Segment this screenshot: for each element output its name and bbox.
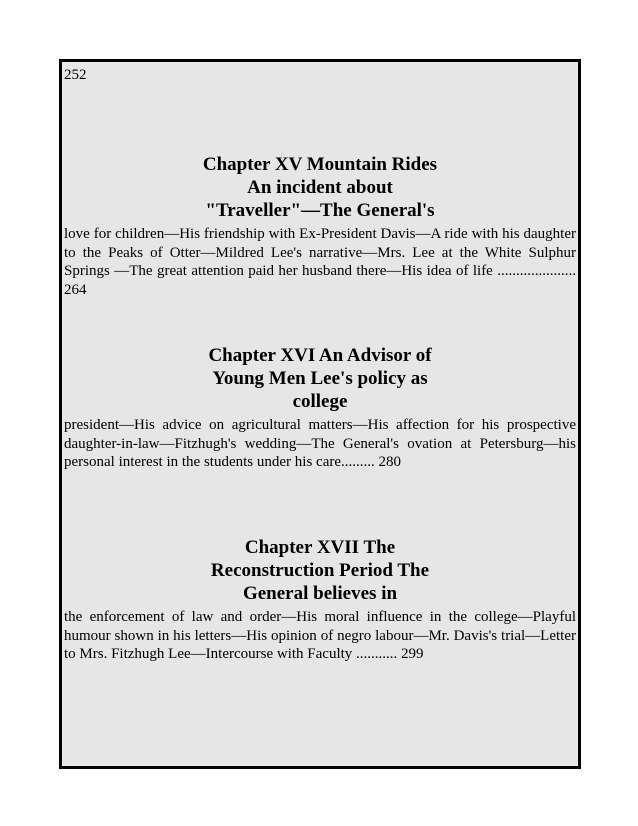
chapter-entry <box>62 153 578 299</box>
chapter-summary: love for children—His friendship with Ex-President Davis—A ride with his daughter to the Peaks of Otter—Mildred Lee's narrative—Mrs. Lee at the White Sulphur Springs —The great attention paid her husband there—His idea of life ..................... 264 <box>64 226 576 298</box>
book-page <box>59 59 581 769</box>
chapter-summary: the enforcement of law and order—His moral influence in the college—Playful humour shown in his letters—His opinion of negro labour—Mr. Davis's trial—Letter to Mrs. Fitzhugh Lee—Intercourse with Faculty ........... 299 <box>64 609 576 662</box>
chapter-entry <box>62 344 578 472</box>
chapter-title: Chapter XVII The Reconstruction Period The General believes in <box>210 537 430 604</box>
chapter-summary: president—His advice on agricultural matters—His affection for his prospective daughter-in-law—Fitzhugh's wedding—The General's ovation at Petersburg—his personal interest in the students under his care......... 280 <box>64 417 576 470</box>
chapter-title: Chapter XVI An Advisor of Young Men Lee's policy as college <box>208 345 432 412</box>
chapter-entry <box>62 536 578 664</box>
chapter-title: Chapter XV Mountain Rides An incident about "Traveller"—The General's <box>202 154 438 221</box>
page-number: 252 <box>64 67 87 83</box>
